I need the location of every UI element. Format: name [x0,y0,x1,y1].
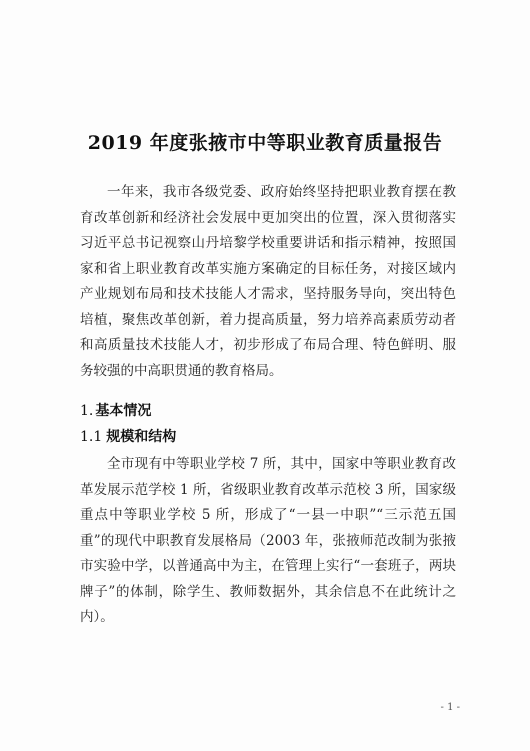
section-number: 1. [80,403,94,419]
subsection-number: 1.1 [80,429,103,445]
subsection-title: 规模和结构 [106,429,177,445]
intro-paragraph: 一年来，我市各级党委、政府始终坚持把职业教育摆在教育改革创新和经济社会发展中更加突出的位置，深入贯彻落实习近平总书记视察山丹培黎学校重要讲话和指示精神，按照国家和省上职业教育改革实施方案确定的目标任务，对接区域内产业规划布局和技术技能人才需求，坚持服务导向，突出特色培植，聚焦改革创新，着力提高质量，努力培养高素质劳动者和高质量技术技能人才，初步形成了布局合理、特色鲜明、服务较强的中高职贯通的教育格局。 [80,184,456,379]
page-number: - 1 - [440,702,460,713]
section-title: 基本情况 [95,403,152,419]
subsection-heading-scale-structure [80,426,176,446]
section-heading-basic-info [80,400,151,420]
scale-structure-paragraph: 全市现有中等职业学校 7 所，其中，国家中等职业教育改革发展示范学校 1 所，省级职业教育改革示范校 3 所，国家级重点中等职业学校 5 所，形成了“一县一中职”“三示范五国重”的现代中职教育发展格局（2003 年，张掖师范改制为张掖市实验中学，以普通高中为主，在管理上实行“一套班子，两块牌子”的体制，除学生、教师数据外，其余信息不在此统计之内）。 [80,456,456,625]
document-title: 2019 年度张掖市中等职业教育质量报告 [87,132,443,154]
